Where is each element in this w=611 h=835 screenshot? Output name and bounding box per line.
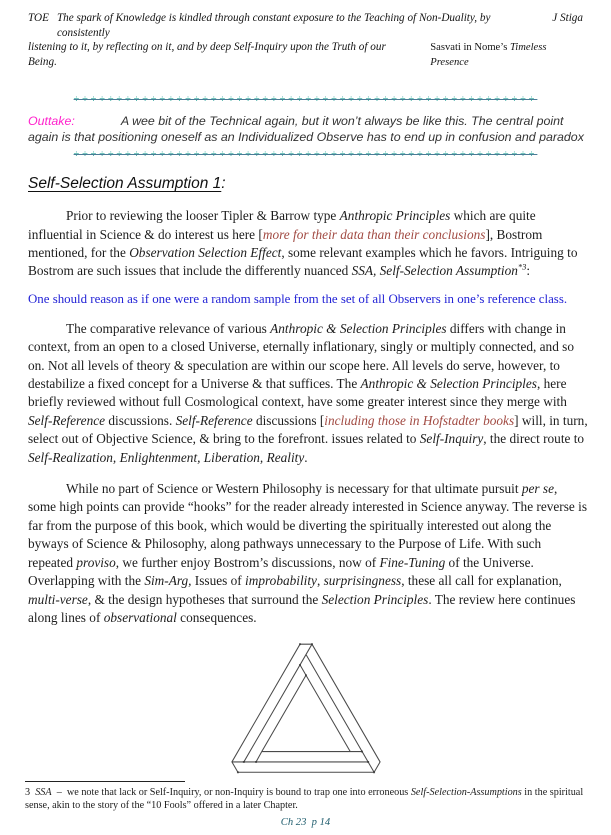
outtake-note <box>28 114 585 145</box>
text-run: , we further enjoy Bostrom’s discussions, now of <box>115 554 380 570</box>
section-heading <box>28 174 583 194</box>
text-run: , these all call for explanation, <box>401 573 562 589</box>
text-run: ] will, in turn, select out of Objective Science, & bring to the forefront. issues related to <box>28 412 588 447</box>
outtake-text: A wee bit of the Technical again, but it won’t always be like this. The central point again is that positioning oneself as an Individualized Observe has to end up in confusion and paradox <box>28 114 584 144</box>
text-run: Fine-Tuning <box>379 554 446 570</box>
text-run: , some relevant examples which he favors. Intriguing to Bostrom are such issues that include the differently nuanced <box>28 245 578 279</box>
text-run: more for their data than their conclusions <box>262 226 486 242</box>
header-quote-line2: listening to it, by reflecting on it, and by deep Self-Inquiry upon the Truth of our Being. <box>28 41 386 68</box>
page-number: Ch 23 p 14 <box>280 817 331 828</box>
body-paragraph-3 <box>28 480 588 627</box>
text-run: Selection Principles <box>321 591 429 607</box>
decorative-divider-top: ÷÷÷÷÷÷÷÷÷÷÷÷÷÷÷÷÷÷÷÷÷÷÷÷÷÷÷÷÷÷÷÷÷÷÷÷÷÷÷÷÷÷÷÷÷÷÷÷÷÷÷÷÷÷ <box>73 94 538 105</box>
text-run: discussions [ <box>252 412 325 428</box>
text-run: consequences. <box>176 609 257 625</box>
text-run: of the Universe. Overlapping with the <box>28 554 534 589</box>
text-run: proviso <box>76 554 116 570</box>
section-heading-colon: : <box>221 175 226 193</box>
text-run: multi-verse <box>28 591 88 607</box>
triangle-outer-outline <box>231 644 379 772</box>
body-paragraph-2 <box>28 320 588 467</box>
page-header-epigraph <box>0 0 611 70</box>
text-run: differs with change in context, from an open to a closed Universe, eternally inflationary, singly or multiply connected, and so on. Not all levels of theory & speculation are within our scope here. All levels do serve, however, to destabilize a fixed concept for a Universe & that suffices. The <box>28 320 575 392</box>
text-run: The comparative relevance of various <box>66 320 271 336</box>
header-quote-line1: The spark of Knowledge is kindled through constant exposure to the Teaching of Non-Duality, by consistently <box>56 12 491 39</box>
text-run: discussions. <box>105 412 176 428</box>
text-run: Observation Selection Effect <box>129 245 282 260</box>
text-run: While no part of Science or Western Philosophy is necessary for that ultimate pursuit <box>66 481 522 497</box>
text-run: Self-Reference <box>28 412 106 428</box>
section-heading-text: Self-Selection Assumption 1 <box>28 175 222 193</box>
impossible-triangle-drawing <box>221 631 391 777</box>
text-run: Issues of <box>191 573 246 589</box>
text-run: : <box>526 263 531 279</box>
text-run: . <box>304 449 308 465</box>
text-run: 3 <box>25 787 36 798</box>
text-run: SSA <box>35 787 52 798</box>
text-run: . The review here continues along lines of <box>28 591 576 625</box>
text-run: SSA, Self-Selection Assumption <box>351 263 518 279</box>
attribution-book-title: Timeless Presence <box>430 42 547 68</box>
outtake-label: Outtake: <box>28 114 75 128</box>
text-run: Self-Realization, Enlightenment, Liberation, Reality <box>28 449 305 465</box>
header-toe-label: TOE <box>28 12 49 24</box>
attribution-prefix: Sasvati in Nome’s <box>430 42 510 53</box>
text-run: Sim-Arg, <box>144 573 192 589</box>
text-run: surprisingness <box>323 573 402 589</box>
text-run: , here briefly reviewed without full Cosmological context, have some greater interest since they merge with <box>28 376 567 410</box>
text-run: Anthropic & Selection Principles <box>360 376 537 392</box>
text-run: Anthropic & Selection Principles <box>270 320 447 336</box>
text-run: in the spiritual sense, akin to the story of the “10 Fools” offered in a later Chapter. <box>25 787 586 811</box>
header-attribution <box>430 41 583 70</box>
decorative-divider-bottom: ÷÷÷÷÷÷÷÷÷÷÷÷÷÷÷÷÷÷÷÷÷÷÷÷÷÷÷÷÷÷÷÷÷÷÷÷÷÷÷÷÷÷÷÷÷÷÷÷÷÷÷÷÷÷ <box>73 149 538 161</box>
footnote-separator-rule <box>25 781 185 782</box>
text-run: , the direct route to <box>483 431 585 447</box>
vertex-handle-dots <box>236 644 374 774</box>
text-run: improbability <box>245 573 317 589</box>
text-run: Self-Reference <box>175 412 253 428</box>
text-run: , some high points can provide “hooks” for the reader already interested in Science anyway. The reverse is far from the purpose of this book, which would be diverting the spiritually interested out along the byways of Science & Philosophy, along pathways unnecessary to the Purpose of Life. With such repeated <box>28 481 588 570</box>
header-author: J Stiga <box>552 12 583 24</box>
penrose-triangle-figure <box>0 631 611 782</box>
text-run: *3 <box>517 261 527 272</box>
footnote-area <box>25 781 586 828</box>
text-run: observational <box>103 609 177 625</box>
header-line-1 <box>28 11 583 40</box>
text-run: including those in Hofstadter books <box>324 412 515 428</box>
text-run: , & the design hypotheses that surround the <box>87 591 322 607</box>
text-run: which are quite influential in Science & do interest us here [ <box>28 208 536 242</box>
text-run: – we note that lack or Self-Inquiry, or non-Inquiry is bound to trap one into erroneous <box>51 787 411 798</box>
text-run: per se <box>521 481 554 497</box>
header-line-2 <box>28 40 583 70</box>
ssa-definition-quote: One should reason as if one were a random sample from the set of all Observers in one’s reference class. <box>28 291 568 306</box>
text-run: Prior to reviewing the looser Tipler & Barrow type <box>66 208 340 224</box>
text-run: Self-Inquiry <box>419 431 484 447</box>
text-run: Self-Selection-Assumptions <box>410 787 522 798</box>
body-paragraph-1 <box>28 207 588 281</box>
text-run: , <box>316 573 324 589</box>
text-run: Anthropic Principles <box>339 208 451 224</box>
footnote-text <box>25 786 586 812</box>
text-run: ], Bostrom mentioned, for the <box>28 226 543 260</box>
triangle-middle-bars <box>231 644 373 772</box>
